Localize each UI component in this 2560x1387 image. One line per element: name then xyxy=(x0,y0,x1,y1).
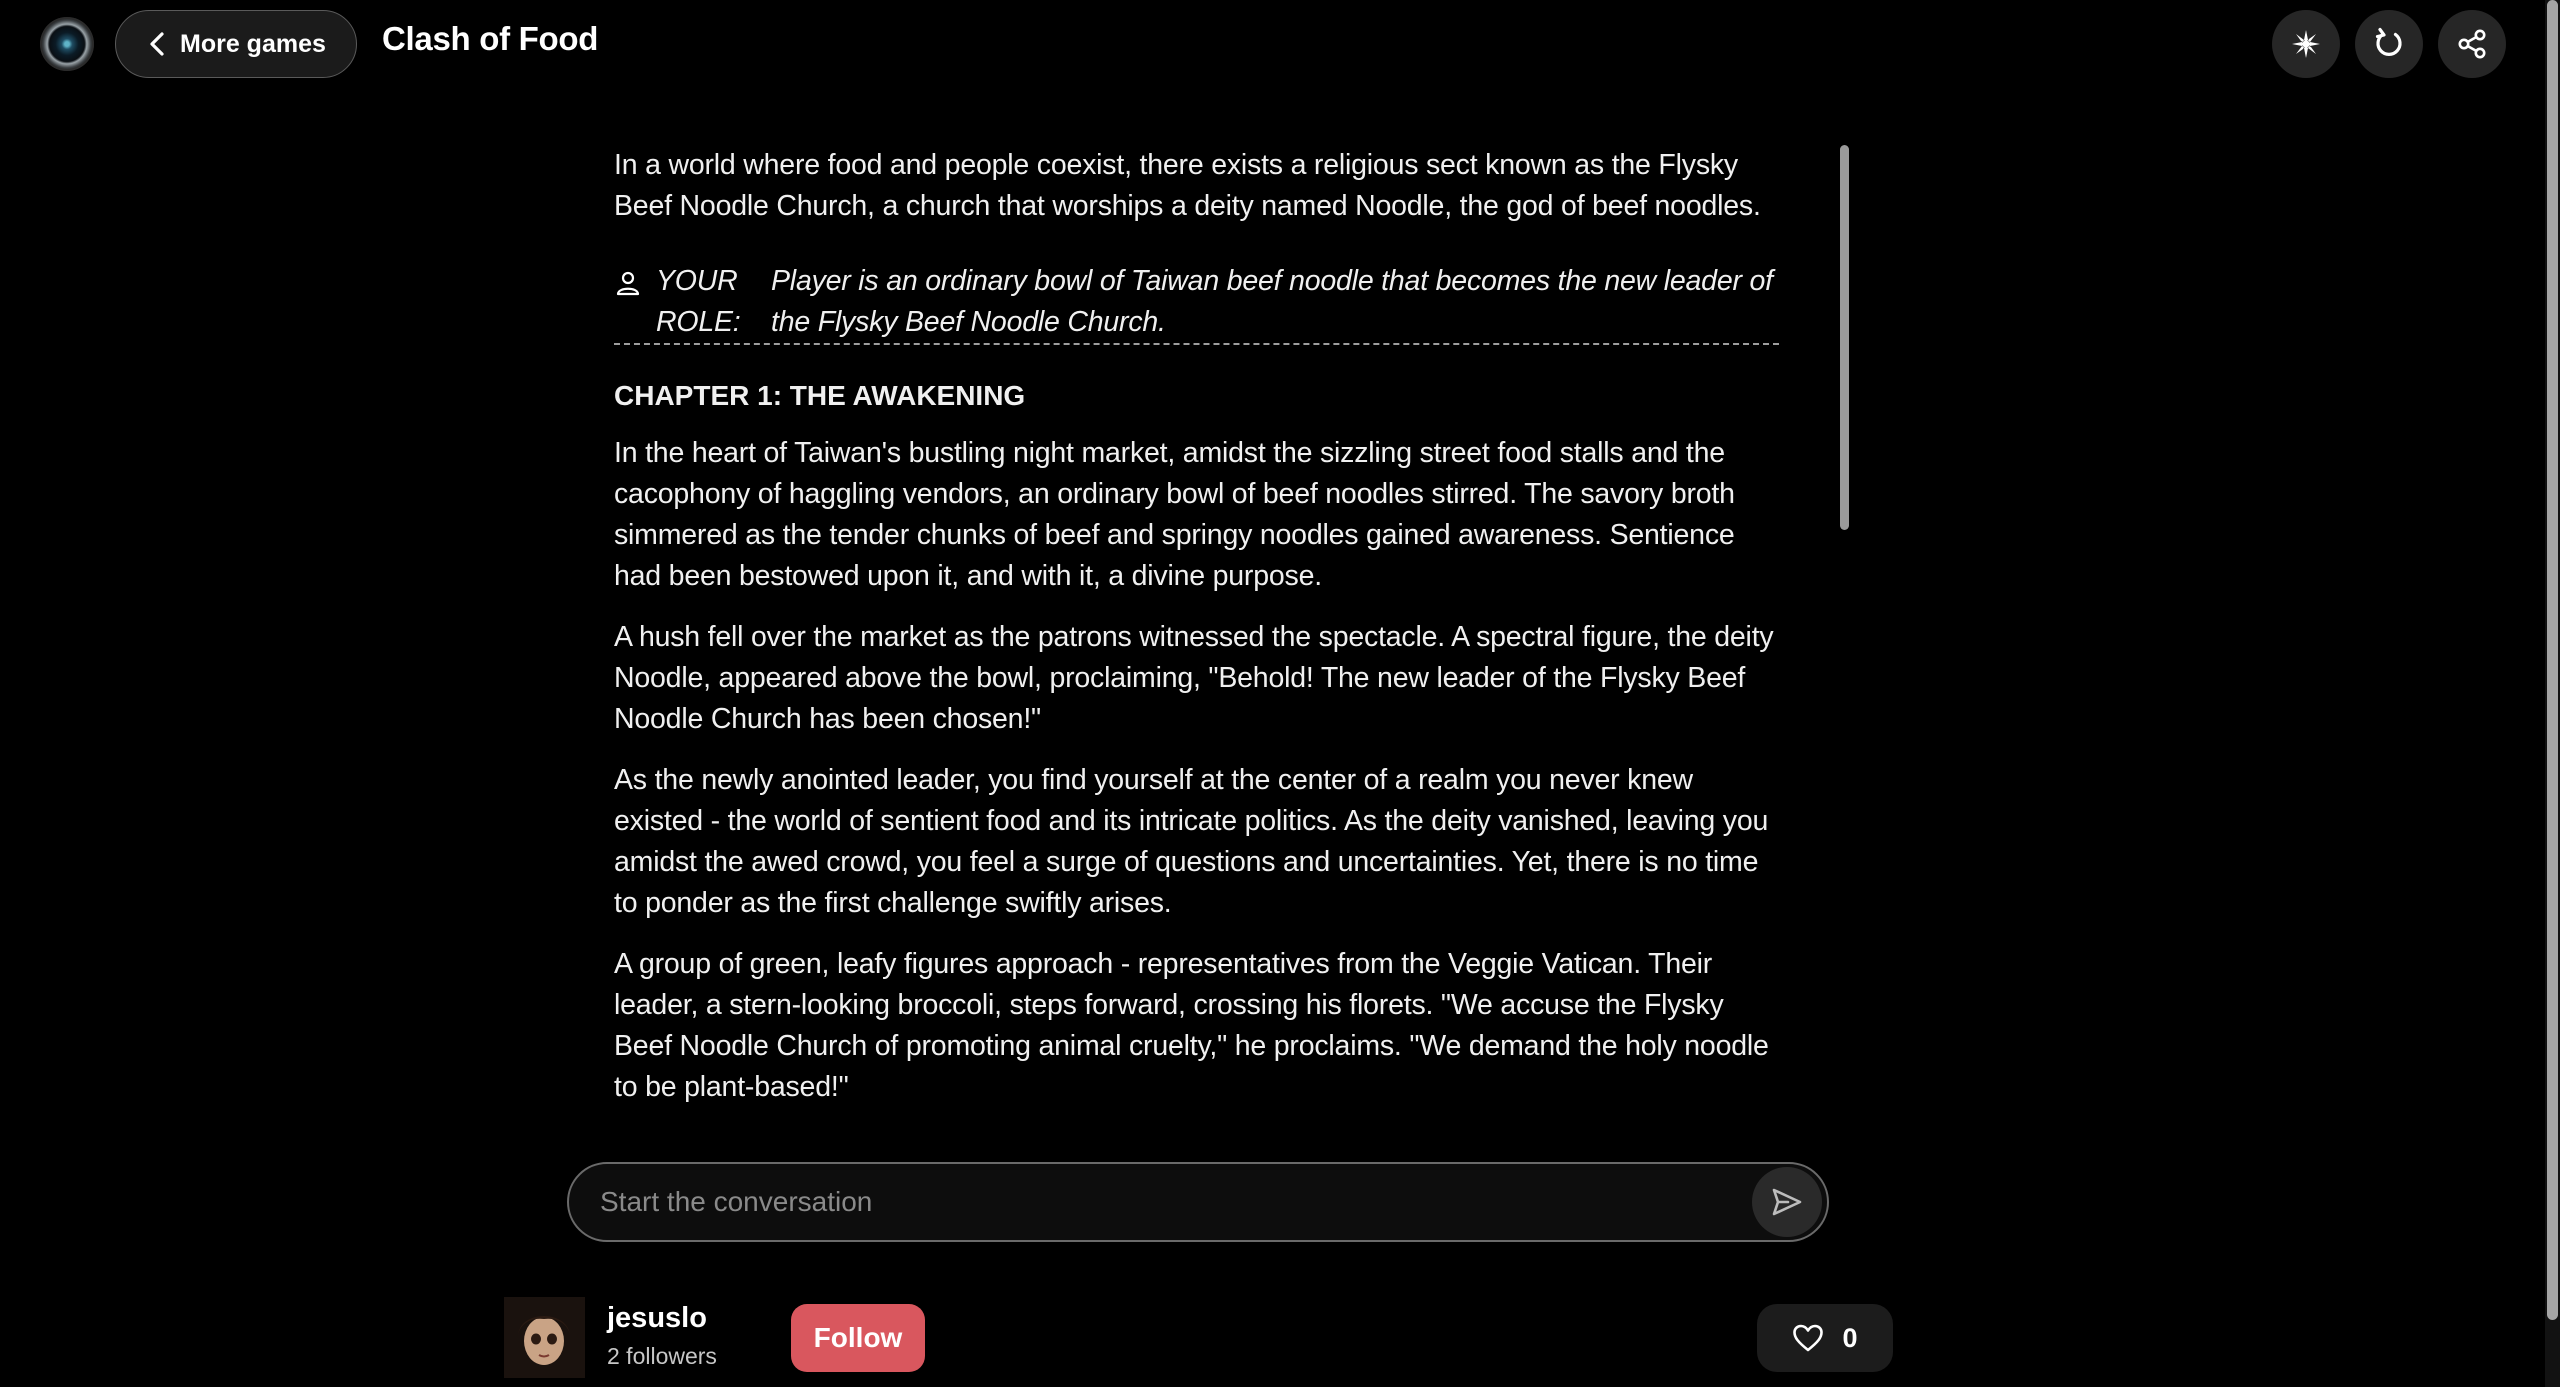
story-intro: In a world where food and people coexist, there exists a religious sect known as the Flysky Beef Noodle Church, a church that worships a deity named Noodle, the god of beef noodles. xyxy=(614,149,1761,222)
like-count: 0 xyxy=(1842,1322,1858,1353)
app-logo-icon[interactable] xyxy=(40,17,94,71)
page-scrollbar-thumb[interactable] xyxy=(2547,0,2558,1320)
role-label: YOUR ROLE: xyxy=(656,265,741,338)
avatar[interactable] xyxy=(504,1297,585,1378)
sparkle-button[interactable] xyxy=(2272,10,2340,78)
more-games-button[interactable] xyxy=(115,10,357,78)
person-icon xyxy=(614,270,642,298)
role-text: Player is an ordinary bowl of Taiwan beef noodle that becomes the new leader of the Flysky Beef Noodle Church. xyxy=(771,265,1773,338)
like-button[interactable] xyxy=(1757,1304,1893,1372)
heart-icon xyxy=(1792,1323,1824,1353)
share-button[interactable] xyxy=(2438,10,2506,78)
restart-button[interactable] xyxy=(2355,10,2423,78)
creator-username[interactable]: jesuslo xyxy=(607,1302,707,1334)
story-paragraph: A group of green, leafy figures approach - representatives from the Veggie Vatican. Their leader, a stern-looking broccoli, steps forward, crossing his florets. "We accuse the Flysky Beef Noodle Church of promoting animal cruelty," he proclaims. "We demand the holy noodle to be plant-based!" xyxy=(614,948,1769,1103)
share-icon xyxy=(2454,26,2490,62)
story-paragraph: A hush fell over the market as the patrons witnessed the spectacle. A spectral figure, the deity Noodle, appeared above the bowl, proclaiming, "Behold! The new leader of the Flysky Beef Noodle Church has been chosen!" xyxy=(614,621,1774,735)
message-composer xyxy=(567,1162,1829,1242)
story-paragraph: As the newly anointed leader, you find yourself at the center of a realm you never knew existed - the world of sentient food and its intricate politics. As the deity vanished, leaving you amidst the awed crowd, you feel a surge of questions and uncertainties. Yet, there is no time to ponder as the first challenge swiftly arises. xyxy=(614,764,1769,919)
more-games-label: More games xyxy=(180,29,326,58)
chapter-title: CHAPTER 1: THE AWAKENING xyxy=(614,380,1026,411)
chevron-left-icon xyxy=(148,31,166,57)
send-button[interactable] xyxy=(1752,1167,1822,1237)
story-scrollbar[interactable] xyxy=(1840,145,1849,530)
restart-icon xyxy=(2371,26,2407,62)
avatar-portrait xyxy=(504,1297,585,1378)
send-icon xyxy=(1770,1185,1804,1219)
story-paragraph: In the heart of Taiwan's bustling night market, amidst the sizzling street food stalls and the cacophony of haggling vendors, an ordinary bowl of beef noodles stirred. The savory broth simmered as the tender chunks of beef and springy noodles gained awareness. Sentience had been bestowed upon it, and with it, a divine purpose. xyxy=(614,437,1735,592)
story-panel[interactable] xyxy=(614,145,1779,1128)
page-title: Clash of Food xyxy=(382,20,599,57)
follower-count: 2 followers xyxy=(607,1343,717,1369)
sparkle-icon xyxy=(2288,26,2324,62)
follow-button[interactable]: Follow xyxy=(791,1304,925,1372)
role-section xyxy=(614,261,1779,345)
message-input[interactable] xyxy=(569,1185,1752,1219)
